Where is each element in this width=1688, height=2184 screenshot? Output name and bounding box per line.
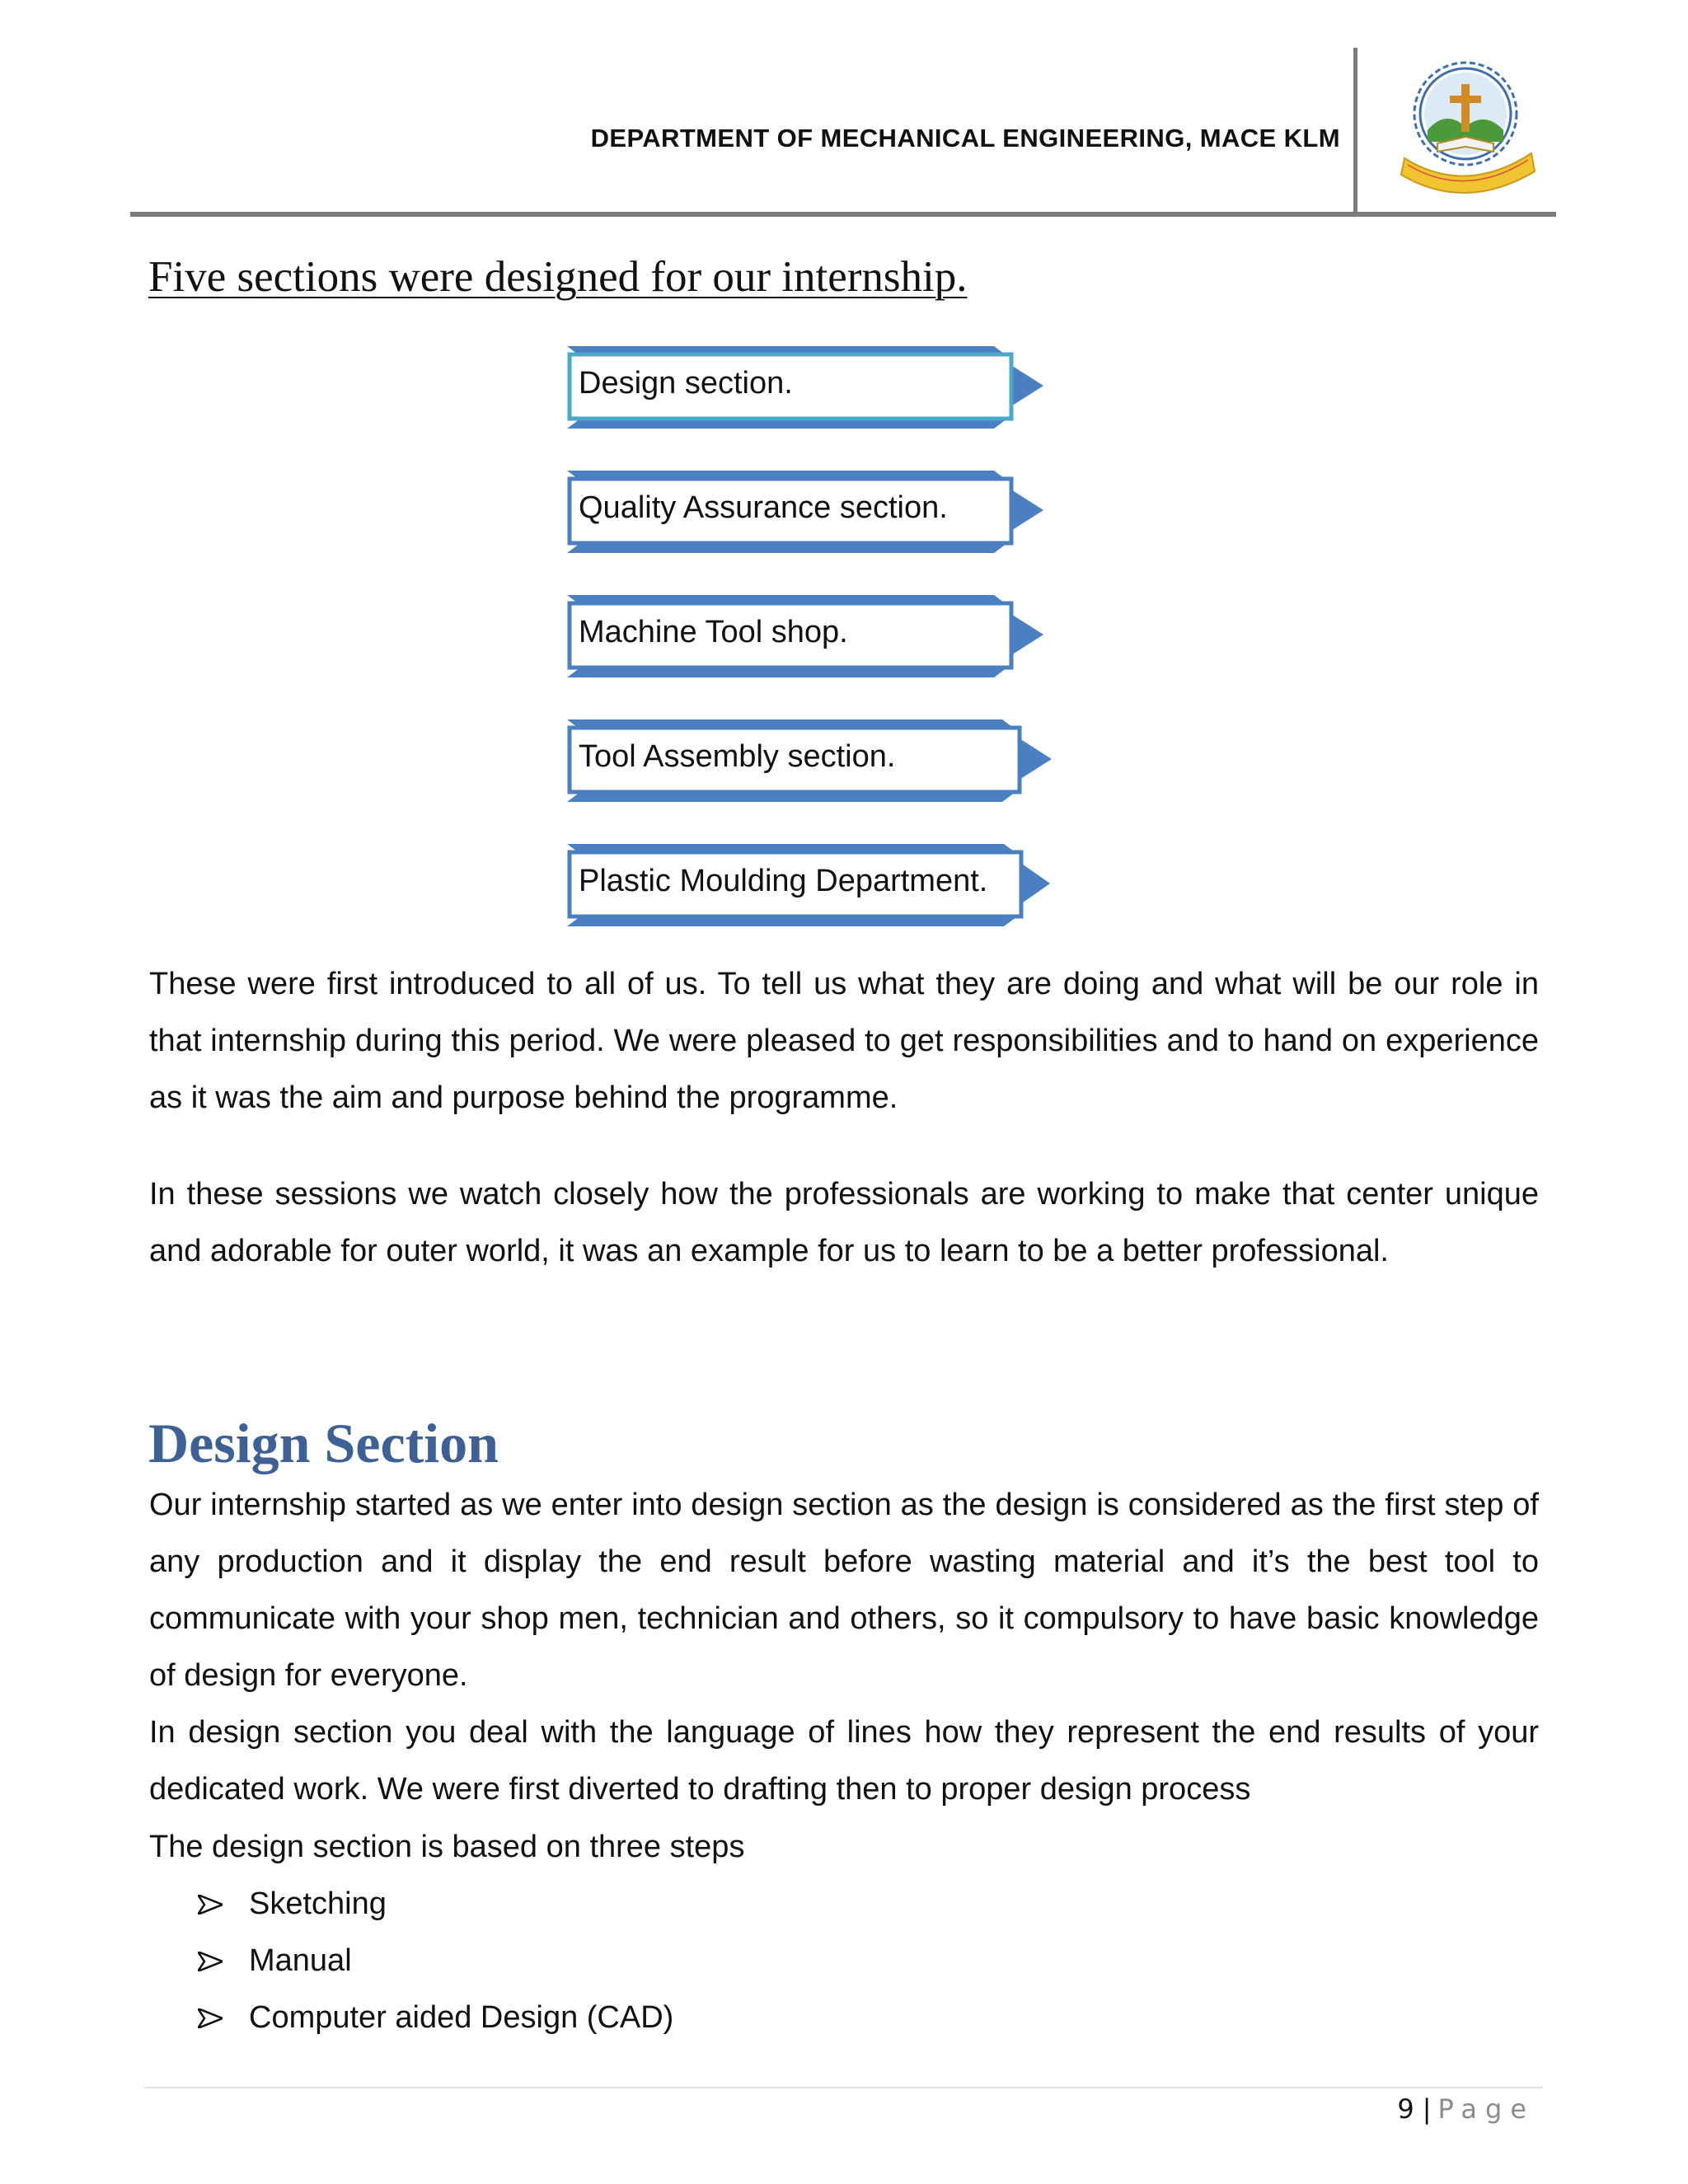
design-section-heading: Design Section bbox=[148, 1412, 499, 1474]
design-steps-list bbox=[198, 1876, 673, 2046]
list-item-text: Computer aided Design (CAD) bbox=[249, 2000, 674, 2035]
footer-divider bbox=[144, 2087, 1543, 2088]
paragraph-sessions: In these sessions we watch closely how the professionals are working to make that center unique and adorable for outer world, it was an example for us to learn to be a better professional. bbox=[149, 1177, 1539, 1268]
header-divider-vertical bbox=[1353, 48, 1357, 216]
page-number: 9 bbox=[1397, 2093, 1414, 2125]
header-divider-horizontal bbox=[130, 212, 1556, 217]
list-item bbox=[198, 1876, 673, 1933]
page-label: Page bbox=[1437, 2093, 1535, 2125]
flow-item-label: Plastic Moulding Department. bbox=[579, 864, 988, 898]
design-paragraph-2: In design section you deal with the language of lines how they represent the end results of your dedicated work. We were first diverted to drafting then to proper design process bbox=[149, 1715, 1539, 1807]
flow-item-label: Tool Assembly section. bbox=[579, 739, 896, 774]
design-paragraph-1: Our internship started as we enter into design section as the design is considered as the first step of any production and it display the end result before wasting material and it’s the best tool to communicate with your shop men, technician and others, so it compulsory to have basic knowledge of design for everyone. bbox=[149, 1488, 1539, 1693]
arrow-bullet-icon bbox=[198, 1895, 223, 1915]
flow-item-label: Quality Assurance section. bbox=[579, 490, 948, 525]
arrow-bullet-icon bbox=[198, 1952, 223, 1971]
flow-item-label: Design section. bbox=[579, 366, 793, 401]
design-steps-intro: The design section is based on three steps bbox=[149, 1830, 745, 1864]
department-title: DEPARTMENT OF MECHANICAL ENGINEERING, MACE KLM bbox=[590, 124, 1340, 152]
list-item bbox=[198, 1933, 673, 1990]
intro-heading: Five sections were designed for our internship. bbox=[148, 253, 968, 301]
flow-item-label: Machine Tool shop. bbox=[579, 615, 848, 649]
college-emblem-icon bbox=[1395, 51, 1543, 204]
paragraph-introduction: These were first introduced to all of us. To tell us what they are doing and what will be our role in that internship during this period. We were pleased to get responsibilities and to hand on experience as it was the aim and purpose behind the programme. bbox=[149, 967, 1539, 1115]
list-item-text: Manual bbox=[249, 1943, 352, 1978]
list-item bbox=[198, 1990, 673, 2046]
college-logo bbox=[1395, 51, 1543, 204]
page-separator: | bbox=[1422, 2093, 1432, 2125]
arrow-bullet-icon bbox=[198, 2008, 223, 2028]
list-item-text: Sketching bbox=[249, 1886, 387, 1921]
page-footer bbox=[1397, 2093, 1535, 2125]
